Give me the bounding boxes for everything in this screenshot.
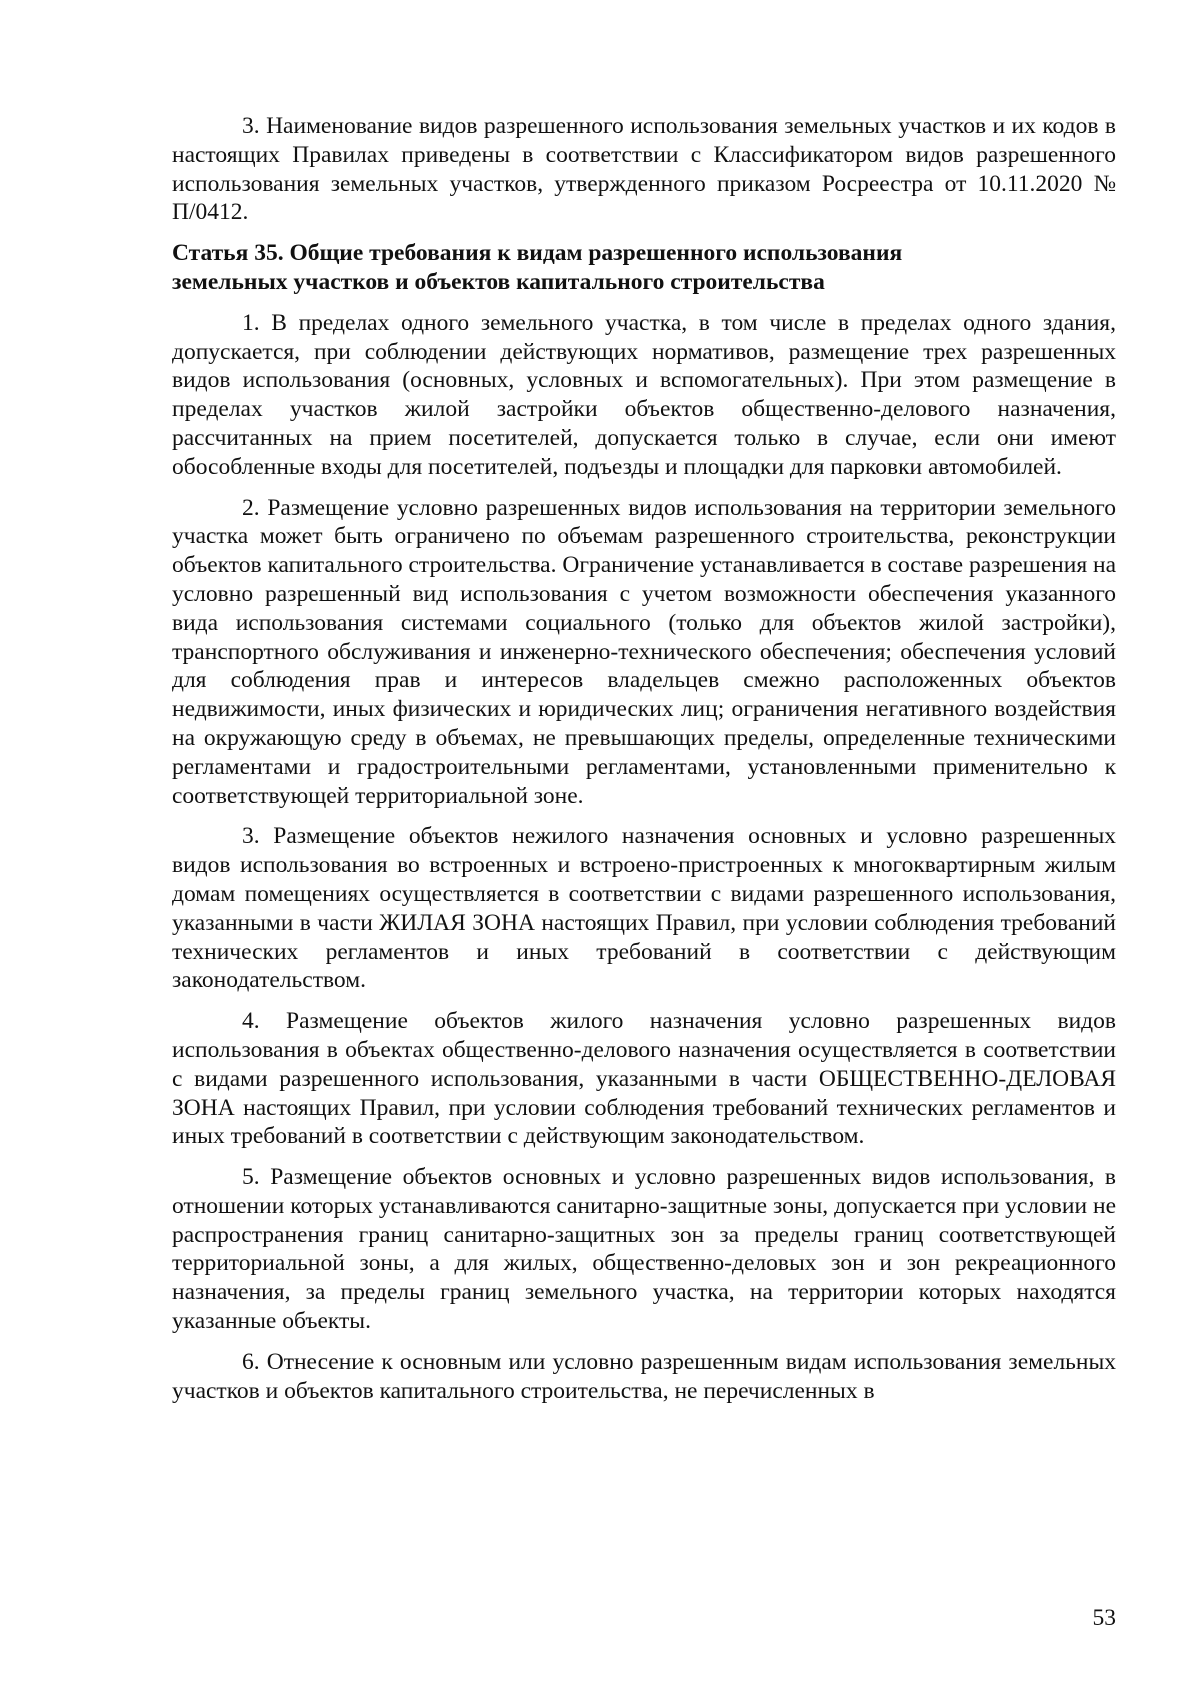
paragraph-5: 5. Размещение объектов основных и условно разрешенных видов использования, в отношении которых устанавливаются санитарно-защитные зоны, допускается при условии не распространения границ санитарно-защитных зон за пределы границ соответствующей территориальной зоны, а для жилых, общественно-деловых зон и зон рекреационного назначения, за пределы границ земельного участка, на территории которых находятся указанные объекты. bbox=[172, 1164, 1116, 1335]
paragraph-3: 3. Размещение объектов нежилого назначения основных и условно разрешенных видов использования во встроенных и встроено-пристроенных к многоквартирным жилым домам помещениях осуществляется в соответствии с видами разрешенного использования, указанными в части ЖИЛАЯ ЗОНА настоящих Правил, при условии соблюдения требований технических регламентов и иных требований в соответствии с действующим законодательством. bbox=[172, 823, 1116, 994]
paragraph-1: 1. В пределах одного земельного участка, в том числе в пределах одного здания, допускается, при соблюдении действующих нормативов, размещение трех разрешенных видов использования (основных, условных и вспомогательных). При этом размещение в пределах участков жилой застройки объектов общественно-делового назначения, рассчитанных на прием посетителей, допускается только в случае, если они имеют обособленные входы для посетителей, подъезды и площадки для парковки автомобилей. bbox=[172, 309, 1116, 480]
page-number: 53 bbox=[1092, 1605, 1116, 1631]
article-heading: Статья 35. Общие требования к видам разрешенного использования земельных участков и объектов капитального строительства bbox=[172, 240, 903, 295]
intro-paragraph: 3. Наименование видов разрешенного использования земельных участков и их кодов в настоящих Правилах приведены в соответствии с Классификатором видов разрешенного использования земельных участков, утвержденного приказом Росреестра от 10.11.2020 № П/0412. bbox=[172, 113, 1116, 226]
paragraph-4: 4. Размещение объектов жилого назначения условно разрешенных видов использования в объектах общественно-делового назначения осуществляется в соответствии с видами разрешенного использования, указанными в части ОБЩЕСТВЕННО-ДЕЛОВАЯ ЗОНА настоящих Правил, при условии соблюдения требований технических регламентов и иных требований в соответствии с действующим законодательством. bbox=[172, 1008, 1116, 1150]
paragraph-6: 6. Отнесение к основным или условно разрешенным видам использования земельных участков и объектов капитального строительства, не перечисленных в bbox=[172, 1348, 1116, 1404]
document-page bbox=[172, 112, 1116, 1417]
paragraph-2: 2. Размещение условно разрешенных видов использования на территории земельного участка может быть ограничено по объемам разрешенного строительства, реконструкции объектов капитального строительства. Ограничение устанавливается в составе разрешения на условно разрешенный вид использования с учетом возможности обеспечения указанного вида использования системами социального (только для объектов жилой застройки), транспортного обслуживания и инженерно-технического обеспечения; обеспечения условий для соблюдения прав и интересов владельцев смежно расположенных объектов недвижимости, иных физических и юридических лиц; ограничения негативного воздействия на окружающую среду в объемах, не превышающих пределы, определенные техническими регламентами и градостроительными регламентами, установленными применительно к соответствующей территориальной зоне. bbox=[172, 494, 1117, 809]
